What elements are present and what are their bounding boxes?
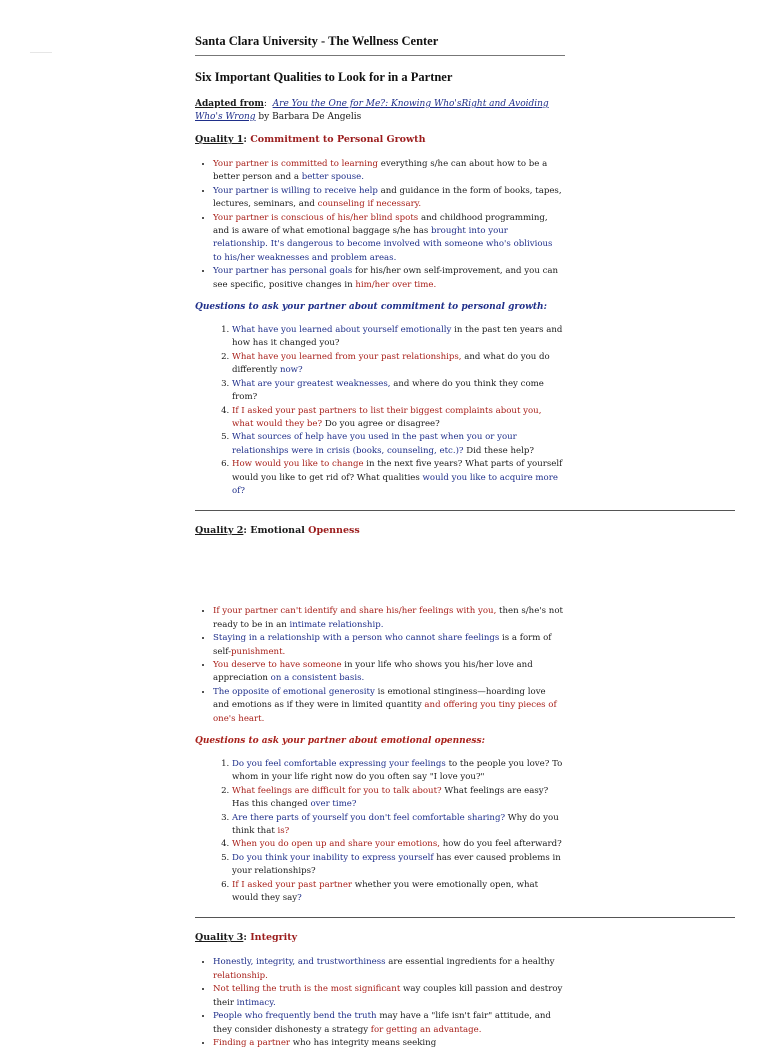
question-item — [232, 785, 564, 812]
text-segment: for getting an advantage. — [368, 1024, 482, 1035]
question-item — [232, 879, 564, 906]
book-title-link[interactable]: Are You the One for Me?: Knowing Who'sRight and Avoiding Who's Wrong — [195, 99, 549, 122]
text-segment: and what do you do differently — [232, 351, 550, 376]
text-segment: What feelings are difficult for you to talk about? — [232, 785, 442, 796]
question-item — [232, 812, 564, 839]
quality-1-questions-heading: Questions to ask your partner about commitment to personal growth: — [195, 302, 547, 313]
question-item — [232, 852, 564, 879]
question-item — [232, 458, 564, 498]
text-segment: who has integrity means seeking — [290, 1037, 437, 1048]
quality-1-bullets — [195, 158, 563, 292]
text-segment: Staying in a relationship with a person who cannot share feelings — [213, 633, 500, 644]
quality-3-name: Integrity — [250, 932, 298, 944]
bullet-item — [213, 605, 563, 632]
bullet-item — [213, 265, 563, 292]
text-segment: in the next five years? What parts of yourself would you like to get rid of? What qualities — [232, 459, 563, 483]
text-segment: Why do you think that — [232, 812, 559, 837]
text-segment: What feelings are easy? Has this changed — [232, 785, 549, 810]
text-segment: how do you feel afterward? — [439, 839, 562, 850]
text-segment: is a form of self- — [213, 633, 552, 657]
quality-1-label: Quality 1 — [195, 134, 244, 145]
text-segment: Finding a partner — [213, 1037, 291, 1048]
question-item — [232, 431, 564, 458]
text-segment: Do you think your inability to express yourself — [232, 852, 434, 863]
question-item — [232, 758, 564, 785]
text-segment: Not telling the truth is the most significant — [213, 984, 401, 995]
text-segment: What have you learned from your past relationships, — [232, 351, 462, 362]
text-segment: whether you were emotionally open, what would they say — [232, 879, 539, 904]
text-segment: may have a "life isn't fair" attitude, and they consider dishonesty a strategy — [213, 1011, 551, 1035]
text-segment: The opposite of emotional generosity — [213, 686, 375, 697]
text-segment: punishment. — [231, 646, 286, 657]
text-segment: Your partner is willing to receive help — [213, 185, 378, 196]
text-segment: over time? — [307, 799, 357, 810]
text-segment: relationship. — [213, 970, 268, 981]
quality-2-label: Quality 2 — [195, 525, 244, 537]
text-segment: What sources of help have you used in the past when you or your relationships were in crisis (books, counseling, etc.)? — [232, 432, 517, 456]
blank-space — [195, 549, 740, 605]
text-segment: way couples kill passion and destroy their — [213, 984, 563, 1008]
text-segment: is emotional stinginess—hoarding love and emotions as if they were in limited quantity — [213, 686, 546, 711]
quality-3-label: Quality 3 — [195, 932, 244, 944]
question-item — [232, 838, 564, 851]
text-segment: everything s/he can about how to be a better person and a — [213, 159, 548, 183]
text-segment: If I asked your past partner — [232, 879, 353, 890]
bullet-item — [213, 158, 563, 185]
book-author: by Barbara De Angelis — [255, 112, 362, 122]
text-segment: and where do you think they come from? — [232, 378, 544, 403]
text-segment: What have you learned about yourself emotionally — [232, 325, 452, 336]
text-segment: Did these help? — [463, 445, 534, 456]
text-segment: brought into your relationship. It's dangerous to become involved with someone who's oblivious to his/her weaknesses and problem areas. — [213, 226, 553, 263]
quality-2-heading: Quality 2: Emotional Openness — [195, 525, 360, 537]
bullet-item — [213, 956, 563, 983]
text-segment: ? — [297, 893, 302, 904]
section-divider — [195, 510, 735, 511]
document-title: Six Important Qualities to Look for in a Partner — [195, 70, 453, 84]
text-segment: intimate relationship. — [286, 619, 384, 630]
text-segment: then s/he's not ready to be in an — [213, 606, 563, 630]
quality-2-questions-heading: Questions to ask your partner about emotional openness: — [195, 736, 485, 746]
quality-3-heading: Quality 3: Integrity — [195, 932, 298, 944]
header-title: Santa Clara University - The Wellness Center — [195, 34, 439, 48]
text-segment: Honestly, integrity, and trustworthiness — [213, 957, 386, 968]
text-segment: and offering you tiny pieces of one's heart. — [213, 700, 557, 724]
bullet-item — [213, 983, 563, 1010]
text-segment: to the people you love? To whom in your life right now do you often say "I love you?" — [232, 759, 563, 783]
quality-1-heading: Quality 1: Commitment to Personal Growth — [195, 134, 426, 145]
text-segment: You deserve to have someone — [213, 659, 342, 670]
text-segment: better spouse. — [298, 172, 364, 183]
bullet-item — [213, 632, 563, 659]
text-segment: in your life who shows you his/her love and appreciation — [213, 659, 533, 684]
quality-3-bullets — [195, 956, 563, 1050]
question-item — [232, 378, 564, 405]
quality-2-questions — [195, 758, 564, 905]
bullet-item — [213, 212, 563, 266]
text-segment: on a consistent basis. — [267, 673, 365, 684]
text-segment: him/her over time. — [352, 279, 437, 290]
text-segment: If I asked your past partners to list their biggest complaints about you, what would they be? — [232, 405, 542, 429]
text-segment: in the past ten years and how has it changed you? — [232, 325, 563, 349]
quality-1-name: Commitment to Personal Growth — [250, 134, 426, 145]
text-segment: Your partner is conscious of his/her blind spots — [213, 212, 419, 223]
text-segment: People who frequently bend the truth — [213, 1011, 377, 1022]
quality-2-name-part2: Openness — [308, 525, 360, 537]
adapted-from-colon: : — [263, 99, 267, 109]
adapted-from-label: Adapted from — [195, 99, 264, 109]
section-divider — [195, 917, 735, 918]
text-segment: counseling if necessary. — [314, 199, 422, 210]
question-item — [232, 405, 564, 432]
text-segment: now? — [277, 365, 303, 376]
text-segment: Do you agree or disagree? — [322, 418, 440, 429]
document-page — [195, 34, 740, 1060]
bullet-item — [213, 659, 563, 686]
adapted-from-line — [195, 98, 560, 124]
bullet-item — [213, 1037, 563, 1050]
bullet-item — [213, 185, 563, 212]
text-segment: has ever caused problems in your relationships? — [232, 852, 561, 877]
text-segment: and guidance in the form of books, tapes, lectures, seminars, and — [213, 185, 562, 210]
text-segment: would you like to acquire more of? — [232, 472, 558, 496]
text-segment: and childhood programming, and is aware of what emotional baggage s/he has — [213, 212, 548, 237]
text-segment: When you do open up and share your emotions, — [232, 839, 440, 850]
bullet-item — [213, 686, 563, 726]
text-segment: How would you like to change — [232, 459, 364, 470]
text-segment: Your partner has personal goals — [213, 266, 353, 277]
text-segment: for his/her own self-improvement, and you can see specific, positive changes in — [213, 266, 559, 290]
quality-2-name-part1: Emotional — [250, 525, 309, 537]
header-divider — [195, 55, 565, 56]
text-segment: intimacy. — [233, 997, 276, 1008]
question-item — [232, 351, 564, 378]
question-item — [232, 324, 564, 351]
text-segment: is? — [274, 826, 290, 837]
quality-2-bullets — [195, 605, 563, 726]
text-segment: If your partner can't identify and share his/her feelings with you, — [213, 606, 497, 617]
text-segment: are essential ingredients for a healthy — [385, 957, 555, 968]
text-segment: Do you feel comfortable expressing your feelings — [232, 759, 446, 769]
page-mark — [30, 52, 52, 53]
text-segment: What are your greatest weaknesses, — [232, 378, 391, 389]
text-segment: Your partner is committed to learning — [213, 159, 379, 169]
text-segment: Are there parts of yourself you don't feel comfortable sharing? — [232, 812, 506, 823]
quality-1-questions — [195, 324, 564, 498]
